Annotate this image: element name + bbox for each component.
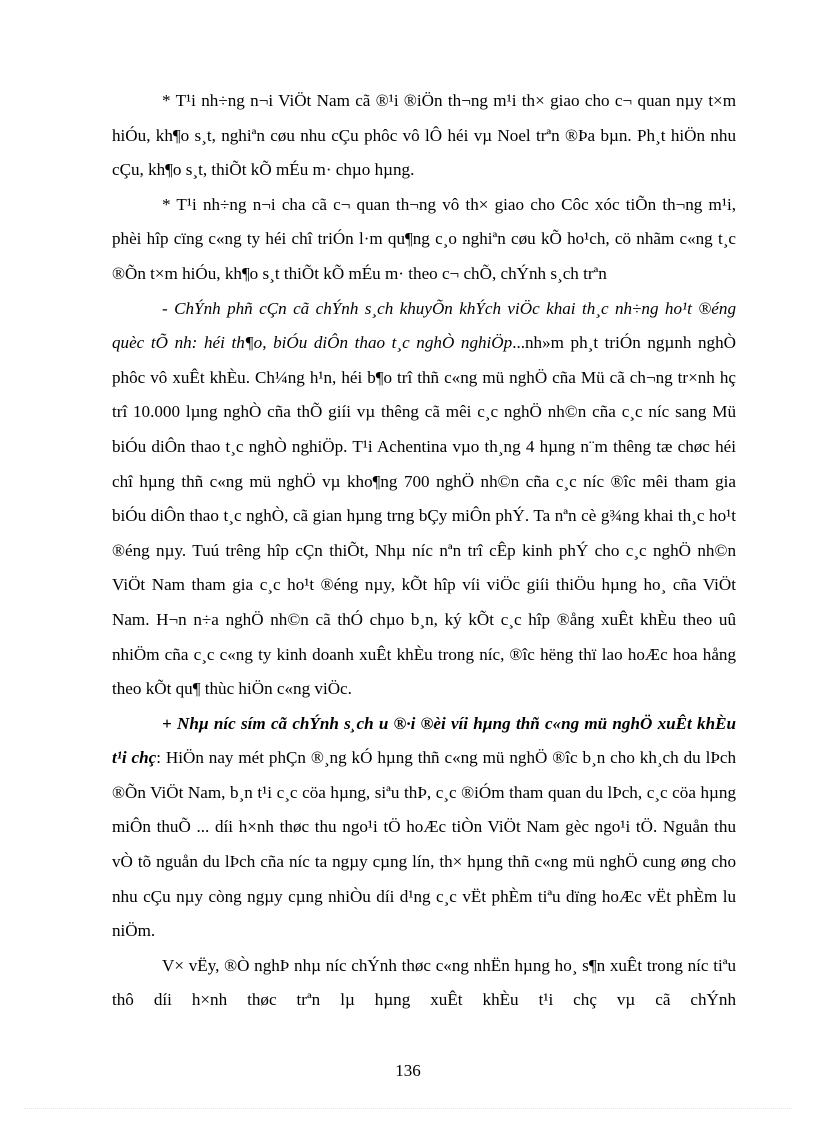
bold-italic-heading-text: + Nhµ níc sím cã chÝnh s¸ch u ®·i ®èi víi hµng thñ c«ng mü nghÖ xuÊt khÈu t¹i chç	[112, 713, 736, 768]
italic-lead-text: - ChÝnh phñ cÇn cã chÝnh s¸ch khuyÕn khÝch viÖc khai th¸c nh÷ng ho¹t ®éng quèc tÕ nh: héi th¶o, biÓu diÔn thao t¸c nghÒ nghiÖp	[112, 298, 736, 353]
paragraph-text: * T¹i nh÷ng n¬i cha cã c¬ quan th¬ng vô th× giao cho Côc xóc tiÕn th¬ng m¹i, phèi hîp cïng c«ng ty héi chî triÓn l·m qu¶ng c¸o nghiªn cøu kÕ ho¹ch, cö nhãm c«ng t¸c ®Õn t×m hiÓu, kh¶o s¸t thiÕt kÕ mÉu m· theo c¬ chÕ, chÝnh s¸ch trªn	[112, 194, 736, 283]
paragraph-text: : HiÖn nay mét phÇn ®¸ng kÓ hµng thñ c«ng mü nghÖ ®îc b¸n cho kh¸ch du lÞch ®Õn ViÖt Nam, b¸n t¹i c¸c cöa hµng, siªu thÞ, c¸c ®iÓm tham quan du lÞch, c¸c cöa hµng miÔn thuÕ ... díi h×nh thøc thu ngo¹i tÖ hoÆc tiÒn ViÖt Nam gèc ngo¹i tÖ. Nguån thu vÒ tõ nguån du lÞch cña níc ta ngµy cµng lín, th× hµng thñ c«ng mü nghÖ cung øng cho nhu cÇu nµy còng ngµy cµng nhiÒu díi d¹ng c¸c vËt phÈm tiªu dïng hoÆc vËt phÈm lu niÖm.	[112, 748, 736, 941]
paragraph-government-policy	[112, 292, 736, 707]
page-body	[112, 84, 736, 1018]
paragraph-trade-promotion	[112, 188, 736, 292]
paragraph-onsite-export	[112, 707, 736, 949]
paragraph-text: * T¹i nh÷ng n¬i ViÖt Nam cã ®¹i ®iÖn th¬ng m¹i th× giao cho c¬ quan nµy t×m hiÓu, kh¶o s¸t, nghiªn cøu nhu cÇu phôc vô lÔ héi vµ Noel trªn ®Þa bµn. Ph¸t hiÖn nhu cÇu, kh¶o s¸t, thiÕt kÕ mÉu m· chµo hµng.	[112, 91, 736, 180]
page-number: 136	[395, 1061, 421, 1080]
paragraph-text: ...nh»m ph¸t triÓn ngµnh nghÒ phôc vô xuÊt khÈu. Ch¼ng h¹n, héi b¶o trî thñ c«ng mü nghÖ cña Mü cã ch¬ng tr×nh hç trî 10.000 lµng nghÒ cña thÕ giíi vµ thêng cã mêi c¸c nghÖ nh©n cña c¸c níc sang Mü biÓu diÔn thao t¸c nghÒ nghiÖp. T¹i Achentina vµo th¸ng 4 hµng n¨m thêng tæ chøc héi chî hµng thñ c«ng mü nghÖ vµ kho¶ng 700 nghÖ nh©n cña c¸c níc ®îc mêi tham gia biÓu diÔn thao t¸c nghÒ, cã gian hµng trng bÇy miÔn phÝ. Ta nªn cè g¾ng khai th¸c ho¹t ®éng nµy. Tuú trêng hîp cÇn thiÕt, Nhµ níc nªn trî cÊp kinh phÝ cho c¸c nghÖ nh©n ViÖt Nam tham gia c¸c ho¹t ®éng nµy, kÕt hîp víi viÖc giíi thiÖu hµng ho¸ cña ViÖt Nam. H¬n n÷a nghÖ nh©n cã thÓ chµo b¸n, ký kÕt c¸c hîp ®ång xuÊt khÈu theo uû nhiÖm cña c¸c c«ng ty kinh doanh xuÊt khÈu trong níc, ®îc hëng thï lao hoÆc hoa hång theo kÕt qu¶ thùc hiÖn c«ng viÖc.	[112, 333, 736, 699]
page-bottom-divider	[24, 1108, 792, 1109]
paragraph-recommendation	[112, 949, 736, 1018]
paragraph-text: V× vËy, ®Ò nghÞ nhµ níc chÝnh thøc c«ng nhËn hµng ho¸ s¶n xuÊt trong níc tiªu thô díi h×nh thøc trªn lµ hµng xuÊt khÈu t¹i chç vµ cã chÝnh	[112, 955, 736, 1010]
paragraph-trade-office	[112, 84, 736, 188]
